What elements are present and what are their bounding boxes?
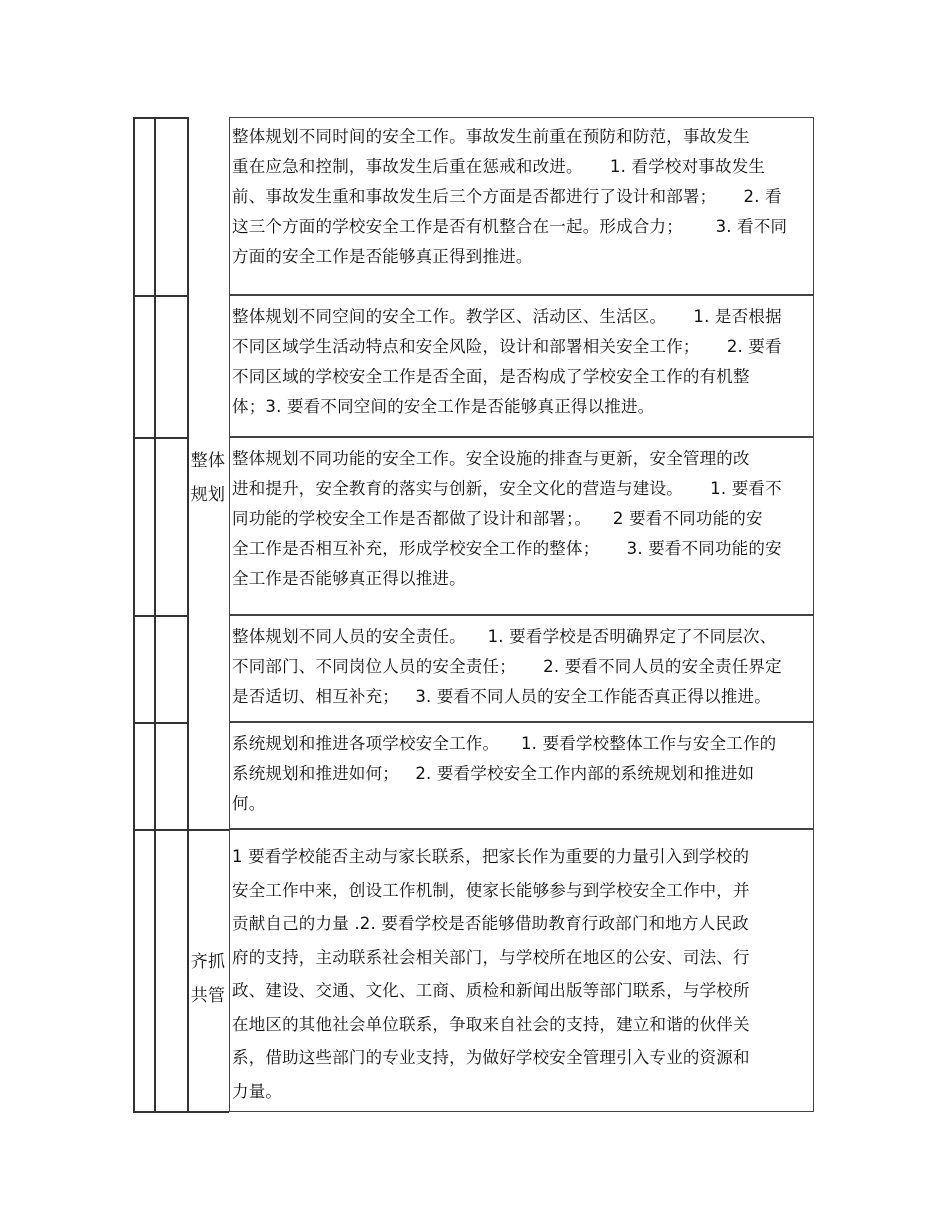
row-separator — [133, 437, 189, 439]
row-separator — [133, 295, 189, 297]
text-line: 在地区的其他社会单位联系，争取来自社会的支持，建立和谐的伙伴关 — [232, 1014, 750, 1034]
text-line: 政、建设、交通、文化、工商、质检和新闻出版等部门联系，与学校所 — [232, 981, 750, 1000]
category-label-overall — [188, 444, 228, 512]
text-line: 方面的安全工作是否能够真正得到推进。 — [232, 247, 533, 266]
label-line: 齐抓 — [190, 952, 226, 972]
text-line: 力量。 — [232, 1081, 283, 1101]
criteria-cell-space — [232, 302, 812, 422]
text-line: 整体规划不同空间的安全工作。教学区、活动区、生活区。 1. 是否根据 — [232, 307, 782, 326]
text-line: 体；3. 要看不同空间的安全工作是否能够真正得以推进。 — [232, 397, 655, 416]
row-separator — [133, 829, 229, 831]
text-line: 同功能的学校安全工作是否都做了设计和部署；。 2 要看不同功能的安 — [232, 509, 763, 528]
text-line: 这三个方面的学校安全工作是否有机整合在一起。形成合力； 3. 看不同 — [232, 217, 788, 236]
text-line: 系统规划和推进各项学校安全工作。 1. 要看学校整体工作与安全工作的 — [232, 734, 777, 753]
text-line: 前、事故发生重和事故发生后三个方面是否都进行了设计和部署； 2. 看 — [232, 187, 782, 206]
criteria-cell-system — [232, 729, 812, 819]
criteria-cell-function — [232, 444, 812, 594]
text-line: 系统规划和推进如何； 2. 要看学校安全工作内部的系统规划和推进如 — [232, 764, 755, 783]
text-line: 何。 — [232, 794, 266, 813]
row-separator — [133, 615, 189, 617]
table-bottom-border — [133, 1111, 229, 1113]
text-line: 全工作是否能够真正得以推进。 — [232, 569, 466, 588]
text-line: 府的支持，主动联系社会相关部门，与学校所在地区的公安、司法、行 — [232, 947, 750, 967]
text-line: 整体规划不同人员的安全责任。 1. 要看学校是否明确界定了不同层次、 — [232, 627, 777, 646]
text-line: 不同区域的学校安全工作是否全面，是否构成了学校安全工作的有机整 — [232, 367, 750, 386]
criteria-cell-time — [232, 122, 812, 272]
category-label-joint — [188, 945, 228, 1013]
text-line: 是否适切、相互补充； 3. 要看不同人员的安全工作能否真正得以推进。 — [232, 687, 771, 706]
text-line: 重在应急和控制，事故发生后重在惩戒和改进。 1. 看学校对事故发生 — [232, 157, 766, 176]
table-top-border — [133, 117, 189, 119]
text-line: 整体规划不同功能的安全工作。安全设施的排查与更新，安全管理的改 — [232, 449, 750, 468]
row-separator — [133, 722, 189, 724]
text-line: 安全工作中来，创设工作机制，使家长能够参与到学校安全工作中，并 — [232, 880, 750, 900]
label-line: 整体 — [190, 451, 226, 471]
text-line: 进和提升，安全教育的落实与创新，安全文化的营造与建设。 1. 要看不 — [232, 479, 782, 498]
text-line: 系，借助这些部门的专业支持，为做好学校安全管理引入专业的资源和 — [232, 1048, 750, 1067]
criteria-cell-joint — [232, 840, 812, 1108]
criteria-cell-personnel — [232, 622, 812, 712]
text-line: 不同部门、不同岗位人员的安全责任； 2. 要看不同人员的安全责任界定 — [232, 657, 782, 676]
text-line: 不同区域学生活动特点和安全风险，设计和部署相关安全工作； 2. 要看 — [232, 337, 782, 356]
label-line: 规划 — [190, 485, 226, 505]
text-line: 贡献自己的力量 .2. 要看学校是否能够借助教育行政部门和地方人民政 — [232, 914, 749, 933]
text-line: 全工作是否相互补充，形成学校安全工作的整体； 3. 要看不同功能的安 — [232, 539, 782, 558]
text-line: 1 要看学校能否主动与家长联系，把家长作为重要的力量引入到学校的 — [232, 847, 750, 866]
label-line: 共管 — [190, 986, 226, 1006]
text-line: 整体规划不同时间的安全工作。事故发生前重在预防和防范，事故发生 — [232, 127, 750, 146]
